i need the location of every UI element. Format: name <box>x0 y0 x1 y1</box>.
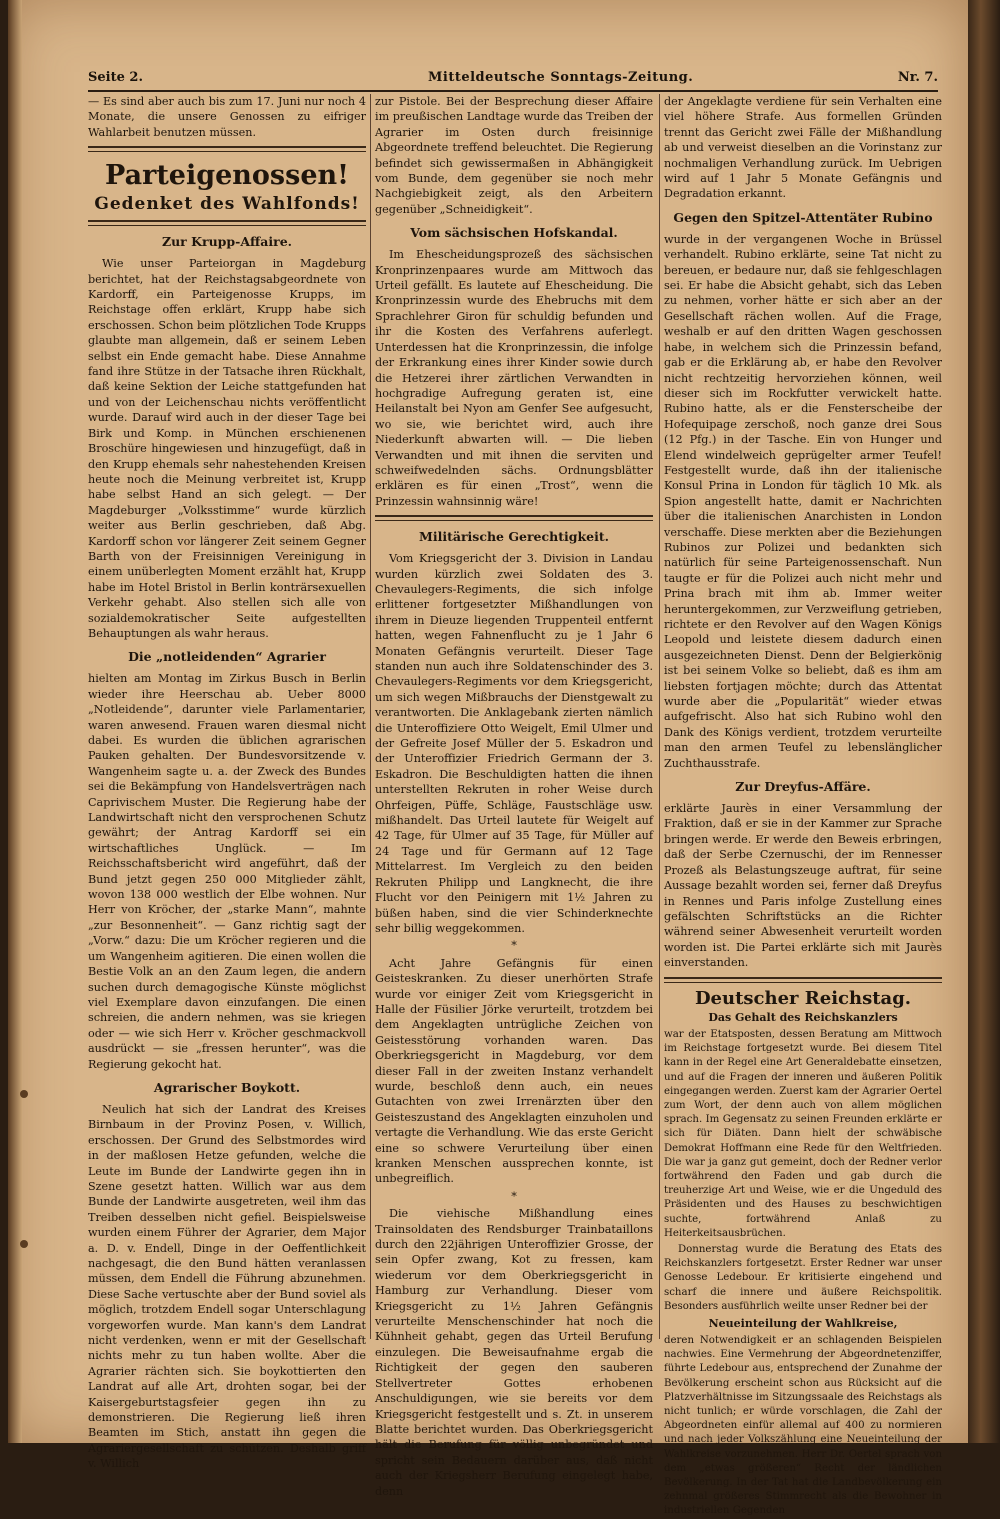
newspaper-page <box>8 0 968 1517</box>
separator-star: * <box>511 939 517 953</box>
binding-hole <box>20 1090 28 1098</box>
dreyfus-heading: Zur Dreyfus-Affäre. <box>735 779 871 795</box>
column-divider <box>659 94 660 1339</box>
intro-paragraph: — Es sind aber auch bis zum 17. Juni nur noch 4 Monate, die unsere Genossen zu eifriger Wahlarbeit benutzen müssen. <box>88 95 366 139</box>
page-number: Seite 2. <box>88 70 143 85</box>
agrarier-heading: Die „notleidenden“ Agrarier <box>128 649 326 665</box>
book-edge <box>968 0 1000 1443</box>
wahlkreise-heading: Neueinteilung der Wahlkreise, <box>708 1317 898 1330</box>
binding-hole <box>20 1240 28 1248</box>
section-rule <box>88 220 366 226</box>
dreyfus-article: erklärte Jaurès in einer Versammlung der Fraktion, daß er sie in der Kammer zur Sprache bringen werde. Er werde den Beweis erbringen, daß der Serbe Czernuschi, der im Rennesser Prozeß als Belastungszeuge auftrat, für seine Aussage bezahlt worden sei, ferner daß Dreyfus in Rennes und Paris infolge Zustellung eines gefälschten Schriftstücks an die Richter während seiner Abwesenheit verurteilt worden worden ist. Die Partei erklärte sich mit Jaurès einverstanden. <box>664 802 942 970</box>
boykott-article: Neulich hat sich der Landrat des Kreises Birnbaum in der Provinz Posen, v. Willich, erschossen. Der Grund des Selbstmordes wird in der maßlosen Hetze gefunden, welche die Leute im Bunde der Landwirte gegen ihn in Szene gesetzt hatten. Willich war aus dem Bunde der Landwirte ausgetreten, weil ihm das Treiben desselben nicht gefiel. Beispielsweise wurden einem Führer der Agrarier, dem Major a. D. v. Endell, Dinge in der Oeffentlichkeit nachgesagt, die den Bund hätten veranlassen müssen, dem Endell die Führung abzunehmen. Diese Sache vertuschte aber der Bund soviel als möglich, trotzdem Endell sogar Unterschlagung vorgeworfen wurde. Man kann's dem Landrat nicht verdenken, wenn er mit der Gesellschaft nichts mehr zu tun haben wollte. Aber die Agrarier rächten sich. Sie boykottierten den Landrat auf alle Art, drohten sogar, bei der Kaisergeburtstagsfeier gegen ihn zu demonstrieren. Die Regierung ließ ihren Beamten im Stich, anstatt ihn gegen die Agrariergesellschaft zu schützen. Deshalb griff v. Willich <box>88 1102 366 1471</box>
reichstag-title: Deutscher Reichstag. <box>694 987 912 1009</box>
krupp-article: Wie unser Parteiorgan in Magdeburg berichtet, hat der Reichstagsabgeordnete von Kardorff, ein Parteigenosse Krupps, im Reichstage offen erklärt, Krupp habe sich erschossen. Schon beim plötzlichen Tode Krupps glaubte man allgemein, daß er seinem Leben selbst ein Ende gemacht habe. Diese Annahme fand ihre Stütze in der Tatsache ihren Rückhalt, daß keine Sektion der Leiche stattgefunden hat und von der Leichenschau nichts veröffentlicht wurde. Darauf wird auch in der dieser Tage bei Birk und Komp. in München erschienenen Broschüre hingewiesen und hinzugefügt, daß in den Krupp ehemals sehr nahestehenden Kreisen heute noch die Meinung verbreitet ist, Krupp habe selbst Hand an sich gelegt. — Der Magdeburger „Volksstimme“ wurde kürzlich weiter aus Berlin geschrieben, daß Abg. Kardorff schon vor längerer Zeit seinem Gegner Barth von der Freisinnigen Vereinigung in einem unüberlegten Moment erzählt hat, Krupp habe im Hotel Bristol in Berlin konträrsexuellen Verkehr gehabt. Also stellen sich alle von sozialdemokratischer Seite aufgestellten Behauptungen als wahr heraus. <box>88 257 367 640</box>
banner-title: Parteigenossen! <box>105 160 349 192</box>
issue-number: Nr. 7. <box>897 70 938 85</box>
column-1 <box>88 94 367 1471</box>
page-header <box>88 70 938 90</box>
viehisch-article: Die viehische Mißhandlung eines Trainsoldaten des Rendsburger Trainbataillons durch den 22jährigen Unteroffizier Grosse, der sein Opfer zwang, Kot zu fressen, kam wiederum vor dem Oberkriegsgericht in Hamburg zur Verhandlung. Dieser vom Kriegsgericht zu 1½ Jahren Gefängnis verurteilte Menschenschinder hat noch die Kühnheit gehabt, gegen das Urteil Berufung einzulegen. Die Beweisaufnahme ergab die Richtigkeit der gegen den sauberen Stellvertreter Gottes erhobenen Anschuldigungen, wie sie bereits vor dem Kriegsgericht festgestellt und s. Zt. in unserem Blatte berichtet wurden. Das Oberkriegsgericht hält die Berufung für völlig unbegründet und spricht sein Bedauern darüber aus, daß nicht auch der Kriegsherr Berufung eingelegt habe, denn <box>375 1207 653 1498</box>
gehalt-article: war der Etatsposten, dessen Beratung am Mittwoch im Reichstage fortgesetzt wurde. Bei diesem Titel kann in der Regel eine Art Generaldebatte einsetzen, und auf die Fragen der inneren und äußeren Politik eingegangen werden. Zuerst kam der Agrarier Oertel zum Wort, der denn auch von allem möglichen sprach. Im Gegensatz zu seinen Freunden erklärte er sich für Diäten. Dann hielt der schwäbische Demokrat Hoffmann eine Rede für den Weltfrieden. Die war ja ganz gut gemeint, doch der Redner verlor fortwährend den Faden und gab durch die treuherzige Art und Weise, wie er die Ungeduld des Präsidenten und des Hauses zu beschwichtigen suchte, fortwährend Anlaß zu Heiterkeitsausbrüchen. <box>664 1028 942 1239</box>
section-rule <box>664 977 942 983</box>
reichstag-section <box>664 1010 942 1519</box>
section-rule <box>88 146 366 152</box>
column-3 <box>664 94 942 1517</box>
acht-jahre-article: Acht Jahre Gefängnis für einen Geisteskranken. Zu dieser unerhörten Strafe wurde vor einiger Zeit vom Kriegsgericht in Halle der Füsilier Jörke verurteilt, trotzdem bei dem Angeklagten untrügliche Zeichen von Geistesstörung vorhanden waren. Das Oberkriegsgericht in Magdeburg, vor dem dieser Fall in der zweiten Instanz verhandelt wurde, beschloß denn auch, ein neues Gutachten von zwei Irrenärzten über den Geisteszustand des Angeklagten einzuholen und vertagte die Verhandlung. Wie das erste Gericht eine so schwere Verurteilung über einen kranken Menschen aussprechen konnte, ist unbegreiflich. <box>375 956 653 1186</box>
banner-subtitle: Gedenket des Wahlfonds! <box>94 194 360 215</box>
krupp-heading: Zur Krupp-Affaire. <box>161 234 293 250</box>
donnerstag-article: Donnerstag wurde die Beratung des Etats des Reichskanzlers fortgesetzt. Erster Redner war unser Genosse Ledebour. Er kritisierte eingehend und scharf die innere und äußere Reichspolitik. Besonders ausführlich weilte unser Redner bei der <box>664 1243 942 1312</box>
agrarier-article: hielten am Montag im Zirkus Busch in Berlin wieder ihre Heerschau ab. Ueber 8000 „Notleidende“, darunter viele Parlamentarier, waren anwesend. Frauen waren diesmal nicht dabei. Es wurden die üblichen agrarischen Pauken gehalten. Der Bundesvorsitzende v. Wangenheim sagte u. a. der Zweck des Bundes sei die Bekämpfung von Handelsverträgen nach Caprivischem Muster. Die Regierung habe der Landwirtschaft nicht den versprochenen Schutz gewährt; der Antrag Kardorff sei ein wirtschaftliches Unglück. — Im Reichsschaftsbericht wird angeführt, daß der Bund jetzt gegen 250 000 Mitglieder zählt, wovon 138 000 westlich der Elbe wohnen. Nur Herr von Kröcher, der „starke Mann“, mahnte „zur Besonnenheit“. — Ganz richtig sagt der „Vorw.“ dazu: Die um Kröcher regieren und die um Wangenheim agitieren. Die einen wollen die Bestie Volk an an den Zaum legen, die andern suchen durch demagogische Künste möglichst viel Exemplare davon einzufangen. Die einen schreien, die andern nehmen, was sie kriegen oder — wie sich Herr v. Kröcher geschmackvoll ausdrückt — sie „fressen herunter“, was die Regierung gekocht hat. <box>88 672 366 1071</box>
wahlkreise-article: deren Notwendigkeit er an schlagenden Beispielen nachwies. Eine Vermehrung der Abgeordnetenziffer, führte Ledebour aus, entsprechend der Zunahme der Bevölkerung erscheint schon aus Rücksicht auf die Platzverhältnisse im Sitzungssaale des Reichstags als nicht tunlich; er würde vorschlagen, die Zahl der Abgeordneten einfür allemal auf 400 zu normieren und nach jeder Volkszählung eine Neueinteilung der Wahlkreise vorzunehmen. Herr Dr. Oertel sprach von dem „etwas größeren“ Recht der ländlichen Bevölkerung. In der Tat hat die Landbevölkerung ein zehnmal größeres Stimmrecht als die Bewohner in industriellen Gegenden <box>664 1335 942 1517</box>
section-rule <box>375 515 653 521</box>
gehalt-heading: Das Gehalt des Reichskanzlers <box>708 1010 898 1024</box>
binding-strip <box>8 0 22 1443</box>
militaer-article: Vom Kriegsgericht der 3. Division in Landau wurden kürzlich zwei Soldaten des 3. Chevaulegers-Regiments, die sich infolge erlittener fortgesetzter Mißhandlungen von ihrem in Dieuze liegenden Truppenteil entfernt hatten, wegen Fahnenflucht zu je 1 Jahr 6 Monaten Gefängnis verurteilt. Dieser Tage standen nun auch ihre Soldatenschinder des 3. Chevaulegers-Regiments vor dem Kriegsgericht, um sich wegen Mißbrauchs der Dienstgewalt zu verantworten. Die Anklagebank zierten nämlich die Unteroffiziere Otto Weigelt, Emil Ulmer und der Gefreite Josef Müller der 5. Eskadron und der Unteroffizier Friedrich Germann der 3. Eskadron. Die Beschuldigten hatten die ihnen unterstellten Rekruten in roher Weise durch Ohrfeigen, Püffe, Schläge, Faustschläge usw. mißhandelt. Das Urteil lautete für Weigelt auf 42 Tage, für Ulmer auf 35 Tage, für Müller auf 24 Tage und für Germann auf 12 Tage Mittelarrest. Im Vergleich zu den beiden Rekruten Philipp und Langknecht, die ihre Flucht vor den Peinigern mit 1½ Jahren zu büßen haben, sind die vier Schinderknechte sehr billig weggekommen. <box>375 552 653 935</box>
hofskandal-article: Im Ehescheidungsprozeß des sächsischen Kronprinzenpaares wurde am Mittwoch das Urteil gefällt. Es lautete auf Ehescheidung. Die Kronprinzessin wurde des Ehebruchs mit dem Sprachlehrer Giron für schuldig befunden und ihr die Kosten des Verfahrens auferlegt. Unterdessen hat die Kronprinzessin, die infolge der Erkrankung eines ihrer Kinder sowie durch die Hetzerei ihrer zärtlichen Verwandten in hochgradige Aufregung geraten ist, eine Heilanstalt bei Nyon am Genfer See aufgesucht, wo sie, wie berichtet wird, auch ihre Niederkunft abwarten will. — Die lieben Verwandten und mit ihnen die serviten und schweifwedelnden sächs. Ordnungsblätter erklären es für einen „Trost“, wenn die Prinzessin wahnsinnig wäre! <box>375 248 653 508</box>
rubino-heading: Gegen den Spitzel-Attentäter Rubino <box>673 209 933 225</box>
column-divider <box>370 94 371 1339</box>
header-rule <box>88 90 938 92</box>
rubino-article: wurde in der vergangenen Woche in Brüssel verhandelt. Rubino erklärte, seine Tat nicht zu bereuen, er bedaure nur, daß sie fehlgeschlagen sei. Er habe die Absicht gehabt, sich das Leben zu nehmen, vorher hätte er sich aber an der Gesellschaft rächen wollen. Auf die Frage, weshalb er auf den dritten Wagen geschossen habe, in welchem sich die Prinzessin befand, gab er die Erklärung ab, er habe den Revolver nicht rechtzeitig hervorziehen können, weil dieser sich im Rockfutter verwickelt hatte. Rubino hatte, als er die Fensterscheibe der Hofequipage zerschoß, noch ganze drei Sous (12 Pfg.) in der Tasche. Ein von Hunger und Elend windelweich geprügelter armer Teufel! Festgestellt wurde, daß ihn der italienische Konsul Prina in London für täglich 10 Mk. als Spion angestellt hatte, damit er Nachrichten über die italienischen Anarchisten in London verschaffe. Diese merkten aber die Beziehungen Rubinos zur Polizei und bedankten sich natürlich für seine Parteigenossenschaft. Nun taugte er für die Polizei auch nicht mehr und Prina brach mit ihm ab. Immer weiter heruntergekommen, zur Verzweiflung getrieben, richtete er den Revolver auf den Wagen Königs Leopold und leistete diesem dadurch einen ausgezeichneten Dienst. Denn der Belgierkönig ist bei seinem Volke so beliebt, daß es ihm am liebsten fortjagen möchte; durch das Attentat wurde aber die „Popularität“ wieder etwas aufgefrischt. Also hat sich Rubino wohl den Dank des Königs verdient, trotzdem verurteilte man den armen Teufel zu lebenslänglicher Zuchthausstrafe. <box>664 232 942 770</box>
column-2 <box>375 94 653 1498</box>
newspaper-title: Mitteldeutsche Sonntags-Zeitung. <box>428 70 694 85</box>
boykott-heading: Agrarischer Boykott. <box>153 1079 301 1095</box>
separator-star: * <box>511 1189 517 1203</box>
hofskandal-heading: Vom sächsischen Hofskandal. <box>410 225 618 241</box>
viehisch-continuation: der Angeklagte verdiene für sein Verhalten eine viel höhere Strafe. Aus formellen Gründen trennt das Gericht zwei Fälle der Mißhandlung ab und verweist dieselben an die Vorinstanz zur nochmaligen Verhandlung zurück. Im Uebrigen wird auf 1 Jahr 5 Monate Gefängnis und Degradation erkannt. <box>664 95 942 201</box>
militaer-heading: Militärische Gerechtigkeit. <box>419 529 609 545</box>
boykott-continuation: zur Pistole. Bei der Besprechung dieser Affaire im preußischen Landtage wurde das Treiben der Agrarier im Osten durch freisinnige Abgeordnete treffend beleuchtet. Die Regierung befindet sich gewissermaßen in Abhängigkeit vom Bunde, dem gegenüber sie noch mehr Nachgiebigkeit zeigt, als den Arbeitern gegenüber „Schneidigkeit“. <box>375 95 653 216</box>
